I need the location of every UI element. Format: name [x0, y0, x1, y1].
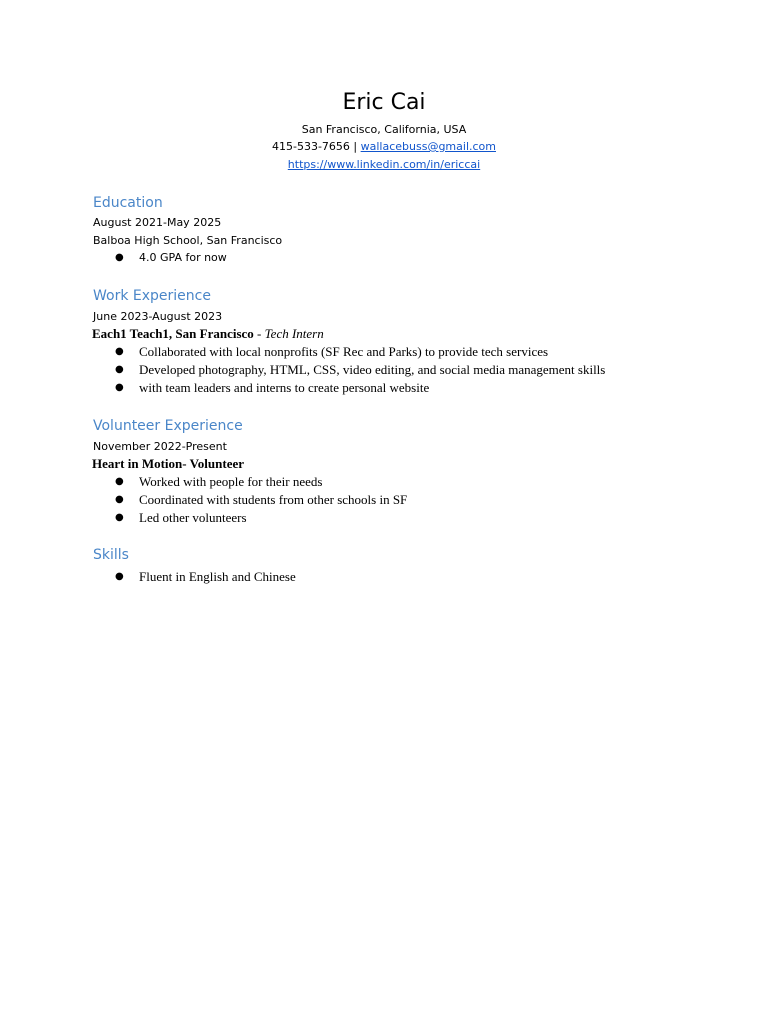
phone: 415-533-7656 — [271, 140, 350, 153]
work-heading — [92, 325, 324, 343]
candidate-name: Eric Cai — [342, 90, 426, 115]
education-bullet: 4.0 GPA for now — [139, 251, 227, 264]
linkedin-line — [0, 157, 768, 173]
section-title-education: Education — [93, 195, 163, 211]
work-role: Tech Intern — [264, 326, 324, 341]
separator: | — [349, 140, 361, 153]
bullet-glyph: ● — [115, 346, 124, 357]
email-link[interactable]: wallacebuss@gmail.com — [360, 140, 496, 153]
bullet-glyph: ● — [115, 476, 124, 487]
bullet-glyph: ● — [115, 252, 124, 263]
section-title-volunteer: Volunteer Experience — [93, 418, 243, 434]
bullet-glyph: ● — [115, 364, 124, 375]
bullet-glyph: ● — [115, 382, 124, 393]
section-title-skills: Skills — [93, 547, 129, 563]
bullet-glyph: ● — [115, 494, 124, 505]
work-org: Each1 Teach1, San Francisco — [92, 326, 254, 341]
education-school: Balboa High School, San Francisco — [93, 234, 283, 247]
volunteer-bullet: Coordinated with students from other schools in SF — [139, 492, 408, 507]
work-bullet: Developed photography, HTML, CSS, video editing, and social media management skills — [139, 362, 606, 377]
volunteer-org: Heart in Motion- Volunteer — [92, 456, 245, 471]
bullet-glyph: ● — [115, 571, 124, 582]
education-dates: August 2021-May 2025 — [93, 216, 222, 229]
work-bullet: with team leaders and interns to create personal website — [139, 380, 430, 395]
work-dash: - — [253, 326, 265, 341]
contact-line — [0, 139, 768, 155]
skills-bullet: Fluent in English and Chinese — [139, 569, 296, 584]
work-bullet: Collaborated with local nonprofits (SF Rec and Parks) to provide tech services — [139, 344, 549, 359]
section-title-work: Work Experience — [93, 288, 211, 304]
volunteer-bullet: Worked with people for their needs — [139, 474, 323, 489]
volunteer-bullet: Led other volunteers — [139, 510, 247, 525]
bullet-glyph: ● — [115, 512, 124, 523]
volunteer-dates: November 2022-Present — [93, 440, 227, 453]
location: San Francisco, California, USA — [301, 123, 467, 136]
linkedin-link[interactable]: https://www.linkedin.com/in/ericcai — [287, 158, 481, 171]
work-dates: June 2023-August 2023 — [93, 310, 223, 323]
